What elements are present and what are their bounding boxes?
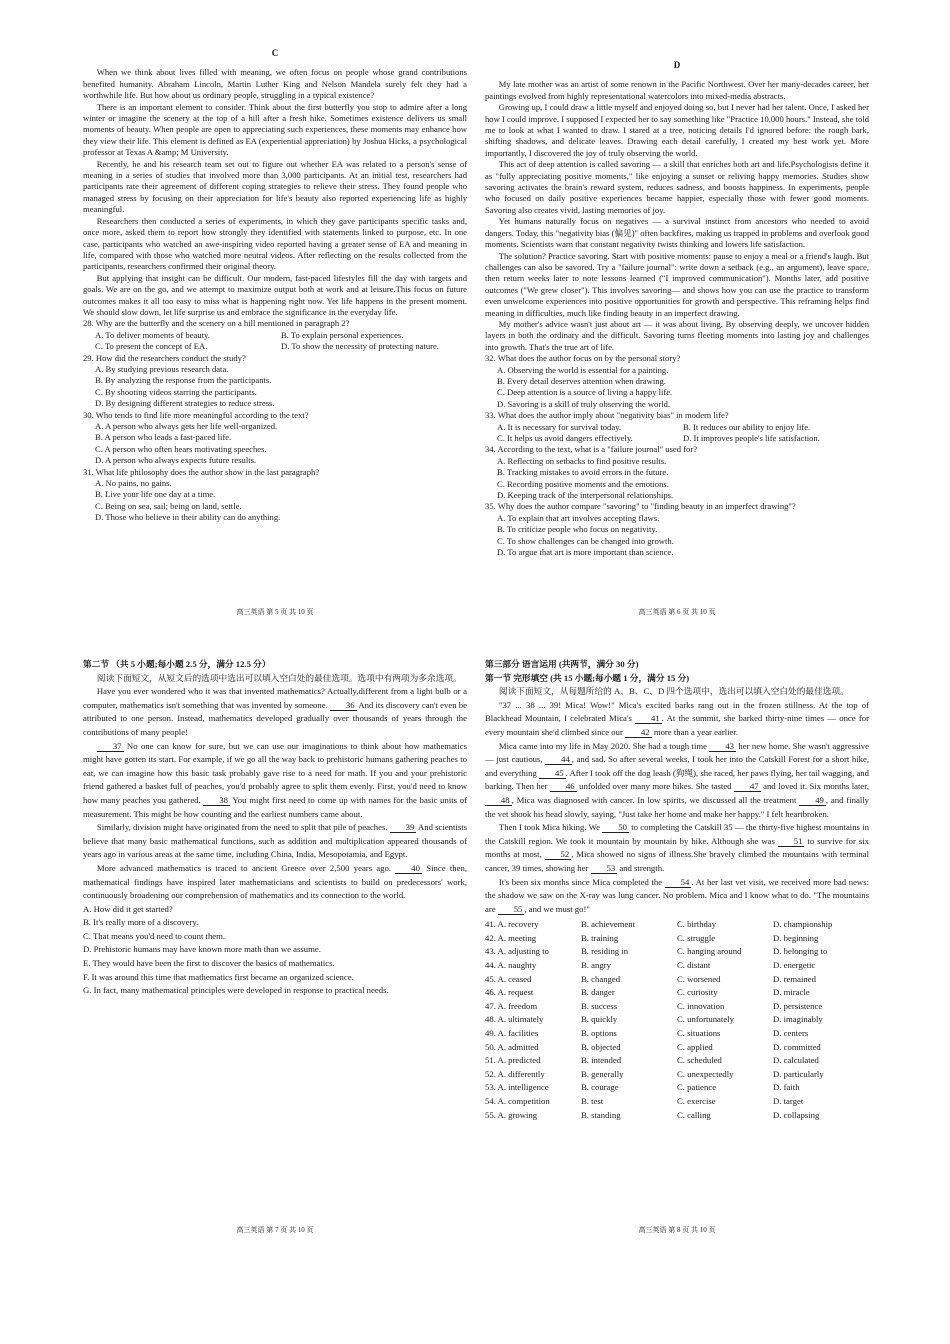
option-row <box>497 433 869 444</box>
option-row <box>485 932 869 946</box>
answer-option: A. Reflecting on setbacks to find positive results. <box>497 455 667 466</box>
passage-text: Since then, mathematical findings have inspired later mathematicians and scientists to build on predecessors' work, continuously broadening our comprehension of mathematics and its connection to the world. <box>83 862 467 901</box>
page-8 <box>485 658 869 1238</box>
blank-number: 51 <box>778 837 805 847</box>
page-7 <box>83 658 467 1238</box>
paragraph <box>485 740 869 822</box>
passage-text: unfolded over many more hikes. She tasted <box>576 781 735 792</box>
answer-option: A. Observing the world is essential for a painting. <box>497 364 669 375</box>
blank-number: 36 <box>330 701 357 711</box>
answer-option: B. standing <box>581 1109 621 1120</box>
answer-option: C. That means you'd need to count them. <box>83 930 226 941</box>
option-list <box>83 903 467 998</box>
passage-text: "37 ... 38 ... 39! Mica! Wow!" Mica's excited barks rang out in the frozen stillness. At the top of Blackhead Mountain, I celebrated Mica's <box>485 699 869 724</box>
answer-option: C. By shooting videos starring the participants. <box>95 386 257 397</box>
answer-option: A. To deliver moments of beauty. <box>95 329 210 340</box>
answer-option: D. Savoring is a skill of truly observing the world. <box>497 398 671 409</box>
answer-option: D. target <box>773 1096 804 1106</box>
option-row <box>485 1054 869 1068</box>
answer-option: D. faith <box>773 1082 800 1093</box>
answer-option: D. imaginably <box>773 1014 823 1025</box>
paragraph: But applying that insight can be difficult. Our modern, fast-paced lifestyles fill the day with targets and goals. We are on the go, and we attempt to maximize output both at work and at leisure.This focus on future outcomes makes it all too easy to miss what is happening right now. Yet life happens in the present moment. We should slow down, let life surprise us and embrace the significance in the everyday life. <box>83 272 467 317</box>
answer-option: B. test <box>581 1096 604 1106</box>
answer-option: C. worsened <box>677 973 721 984</box>
paragraph <box>485 821 869 875</box>
answer-option: D. Prehistoric humans may have known more math than we assume. <box>83 944 321 955</box>
page-footer: 高三英语 第 6 页 共 10 页 <box>638 607 716 616</box>
section-instruction: 阅读下面短文，从每题所给的 A、B、C、D 四个选项中，选出可以填入空白处的最佳选项。 <box>498 686 849 697</box>
option-row <box>485 945 869 959</box>
paragraph <box>485 699 869 740</box>
answer-option: B. success <box>581 1000 618 1011</box>
answer-option: B. training <box>581 932 619 943</box>
answer-option: B. achievement <box>581 919 636 930</box>
question-stem: 31. What life philosophy does the author show in the last paragraph? <box>83 466 320 477</box>
passage-text: , and sad. So after several weeks, I took her into the Catskill Forest for a short hike, and everything <box>485 754 869 778</box>
paragraph: My mother's advice wasn't just about art — it was about living. By observing deeply, we uncover hidden layers in both the ordinary and the difficult. Savoring turns fleeting moments into lasting joy and challenges into growth. That's the true art of life. <box>485 318 869 352</box>
question-stem: 34. According to the text, what is a "failure journal" used for? <box>485 444 698 455</box>
blank-number: 42 <box>625 728 652 738</box>
blank-number: 43 <box>709 742 736 752</box>
blank-number: 45 <box>539 769 566 779</box>
blank-number: 44 <box>545 755 572 765</box>
passage-text: her new home. She wasn't aggressive — just cautious, <box>485 740 869 765</box>
passage-text: , and finally the vet shook his head slowly, saying, "Just take her home and make her happy." I felt heartbroken. <box>485 794 869 819</box>
answer-option: B. Tracking mistakes to avoid errors in the future. <box>497 467 669 478</box>
paragraph: Recently, he and his research team set out to figure out whether EA was related to a person's sense of meaning in a series of studies that involved more than 3,000 participants. At an initial test, researchers had participants rate their agreement of different coping strategies to relieve their stress. They found people who managed stress by focusing on their appreciation for life's beauty also reported experiencing life as highly meaningful. <box>83 158 467 215</box>
answer-option: B. quickly <box>581 1014 618 1025</box>
answer-option: A. No pains, no gains. <box>95 478 172 489</box>
answer-option: E. They would have been the first to discover the basics of mathematics. <box>83 958 335 969</box>
answer-option: D. Those who believe in their ability can do anything. <box>95 512 281 523</box>
option-row <box>485 959 869 973</box>
option-row <box>95 341 467 352</box>
paragraph: My late mother was an artist of some renown in the Pacific Northwest. Over her many-decades career, her paintings evolved from highly representational watercolors into mixed-media abstracts. <box>485 79 869 101</box>
answer-option: D. remained <box>773 973 816 984</box>
paragraph: There is an important element to consider. Think about the first butterfly you stop to admire after a long winter or imagine the scenery at the top of a hill after a fresh hike. Sometimes existence delivers us small moments of beauty. When people are open to appreciating such experiences, these moments may enhance how they view their life. This element is defined as EA (experiential appreciation) by Joshua Hicks, a psychological professor at Texas A &amp; M University. <box>83 101 467 158</box>
answer-option: 49. A. facilities <box>485 1028 539 1039</box>
blank-number: 53 <box>591 864 618 874</box>
passage-text: And its discovery can't even be attributed to one person. Instead, mathematics developed gradually over thousands of years through the contributions of many people! <box>83 699 467 737</box>
paragraph <box>83 740 467 822</box>
answer-option: B. residing in <box>581 946 629 957</box>
paragraph: This act of deep attention is called savoring — a skill that enriches both art and life.Psychologists define it as "fully appreciating positive moments," like enjoying a sunset or reliving happy memories. Studies show savoring activates the brain's reward system, reduces sadness, and boosts happiness. In experiments, people who focused on daily positive experiences became happier, especially those with fewer good moments. Savoring also creates vivid, lasting memories of joy. <box>485 159 869 215</box>
answer-option: C. Being on sea, sail; being on land, settle. <box>95 500 242 511</box>
option-row <box>485 986 869 1000</box>
option-row <box>497 422 869 433</box>
answer-option: C. To show challenges can be changed into growth. <box>497 535 674 546</box>
answer-option: D. Keeping track of the interpersonal relationships. <box>497 490 674 501</box>
answer-option: B. courage <box>581 1082 619 1093</box>
answer-option: A. How did it get started? <box>83 903 173 914</box>
answer-option: D. To show the necessity of protecting nature. <box>281 341 439 352</box>
part-title: 第三部分 语言运用 (共两节，满分 30 分) <box>485 659 639 669</box>
question-list <box>83 318 467 523</box>
answer-option: C. unfortunately <box>677 1014 734 1025</box>
answer-option: 46. A. request <box>485 987 534 998</box>
answer-option: C. birthday <box>677 919 717 930</box>
blank-number: 47 <box>734 782 761 792</box>
answer-option: B. To explain personal experiences. <box>281 329 404 340</box>
answer-option: C. struggle <box>677 932 716 943</box>
passage-text: , Mica was diagnosed with cancer. In low spirits, we discussed all the treatment <box>511 794 800 805</box>
blank-number: 39 <box>390 823 417 833</box>
option-row <box>485 1068 869 1082</box>
answer-option: D. belonging to <box>773 946 828 957</box>
answer-option: 43. A. adjusting to <box>485 946 549 957</box>
answer-option: B. intended <box>581 1055 622 1066</box>
answer-option: D. persistence <box>773 1000 823 1011</box>
answer-option: B. Every detail deserves attention when drawing. <box>497 375 666 386</box>
blank-number: 46 <box>550 782 577 792</box>
section-instruction: 阅读下面短文，从短文后的选项中选出可以填入空白处的最佳选项。选项中有两项为多余选项。 <box>96 672 462 683</box>
answer-option: 53. A. intelligence <box>485 1082 549 1093</box>
page-footer: 高三英语 第 5 页 共 10 页 <box>236 607 314 616</box>
option-row <box>485 1041 869 1055</box>
answer-option: A. By studying previous research data. <box>95 363 229 374</box>
page-c <box>83 48 467 618</box>
option-row <box>485 973 869 987</box>
answer-option: C. curiosity <box>677 987 718 998</box>
option-row <box>485 918 869 932</box>
passage-body <box>83 67 467 318</box>
answer-option: C. applied <box>677 1041 713 1052</box>
answer-option: 44. A. naughty <box>485 960 537 971</box>
question-list <box>485 353 869 558</box>
answer-option: B. angry <box>581 960 611 971</box>
paragraph: Researchers then conducted a series of experiments, in which they gave participants specific tasks and, once more, asked them to report how strongly they identified with statements linked to purpose, etc. In one case, participants who watched an awe-inspiring video reported having a greater sense of EA and meaning in life, compared with those who watched more neutral videos. After reflecting on the results collected from the participants, researchers confirmed their original theory. <box>83 215 467 272</box>
cloze-passage <box>485 699 869 917</box>
answer-option: B. danger <box>581 987 615 998</box>
paragraph: The solution? Practice savoring. Start with positive moments: pause to enjoy a meal or a friend's laugh. But challenges can also be savored. Try a "failure journal": write down a setback (e.g., an argument), leave space, then return weeks later to note lessons learned ("I improved communication"). Months later, add positive outcomes ("We grew closer"). This involves savoring— and shows how you can use the practice to transform even unwelcome experiences into positive opportunities for growth and perspective. This reframing helps find meaning in difficulties, much like finding beauty in an imperfect drawing. <box>485 250 869 318</box>
answer-option: C. scheduled <box>677 1055 722 1066</box>
answer-option: C. exercise <box>677 1096 716 1106</box>
option-row <box>485 1081 869 1095</box>
passage-text: Similarly, division might have originated from the need to split that pile of peaches. <box>96 822 390 833</box>
answer-option: 52. A. differently <box>485 1068 545 1079</box>
question-stem: 33. What does the author imply about "negativity bias" in modern life? <box>485 410 729 421</box>
answer-option: D. A person who always expects future results. <box>95 455 257 466</box>
answer-option: B. By analyzing the response from the participants. <box>95 375 272 386</box>
section-title: 第二节 （共 5 小题;每小题 2.5 分，满分 12.5 分） <box>83 659 271 669</box>
passage-text: . At her last vet visit, we received more bad news: the shadow we saw on the X-ray was lung cancer. No problem. Mica and I know what to do. "The mountains are <box>485 876 869 914</box>
option-table <box>485 918 869 1122</box>
passage-text: And scientists believe that many basic mathematical functions, such as addition and multiplication appeared thousands of years ago in various areas at the same time, including China, India, Mesopotamia, and Egypt. <box>83 822 467 860</box>
option-row <box>485 1095 869 1109</box>
passage-body <box>485 79 869 353</box>
blank-number: 40 <box>395 864 422 874</box>
answer-option: 55. A. growing <box>485 1109 538 1120</box>
passage-text: and loved it. Six months later, <box>760 781 869 792</box>
page-footer: 高三英语 第 8 页 共 10 页 <box>638 1226 716 1235</box>
blank-number: 38 <box>203 796 230 806</box>
answer-option: B. changed <box>581 973 621 984</box>
option-row <box>485 1027 869 1041</box>
answer-option: D. centers <box>773 1028 809 1039</box>
answer-option: B. It's really more of a discovery. <box>83 917 199 928</box>
blank-number: 41 <box>635 714 662 724</box>
answer-option: C. patience <box>677 1082 717 1093</box>
answer-option: C. hanging around <box>677 946 742 957</box>
paragraph <box>83 685 467 739</box>
blank-number: 54 <box>665 878 692 888</box>
answer-option: C. To present the concept of EA. <box>95 341 208 352</box>
answer-option: D. It improves people's life satisfaction. <box>683 433 820 443</box>
answer-option: B. generally <box>581 1068 624 1079</box>
blank-number: 49 <box>799 796 826 806</box>
blank-number: 48 <box>485 796 512 806</box>
question-stem: 30. Who tends to find life more meaningful according to the text? <box>83 409 309 420</box>
page-footer: 高三英语 第 7 页 共 10 页 <box>236 1226 314 1235</box>
answer-option: 51. A. predicted <box>485 1055 541 1066</box>
passage-text: . At the summit, she barked thirty-nine times — once for every mountain she'd climbed since our <box>485 713 869 737</box>
answer-option: C. A person who often hears motivating speeches. <box>95 443 267 454</box>
answer-option: D. beginning <box>773 932 819 943</box>
answer-option: C. situations <box>677 1028 721 1039</box>
passage-text: Have you ever wondered who it was that invented mathematics? Actually,different from a light bulb or a computer, mathematics isn't something that was invented by someone. <box>83 686 467 710</box>
paragraph <box>485 876 869 917</box>
section-title: 第一节 完形填空 (共 15 小题;每小题 1 分，满分 15 分) <box>485 672 690 683</box>
answer-option: A. To explain that art involves accepting flaws. <box>497 512 660 523</box>
question-stem: 29. How did the researchers conduct the study? <box>83 352 246 363</box>
answer-option: B. options <box>581 1028 617 1039</box>
answer-option: 45. A. ceased <box>485 973 532 984</box>
paragraph: Yet humans naturally focus on negatives — a survival instinct from ancestors who needed to avoid dangers. Today, this "negativity bias (偏见)" often backfires, making us trapped in problems and overlook good moments. Scientists warn that constant negativity twists thinking and lowers life satisfaction. <box>485 216 869 250</box>
passage-text: , Mica showed no signs of illness.She bravely climbed the mountains with terminal cancer, 39 times, showing her <box>485 849 869 873</box>
answer-option: A. A person who always gets her life well-organized. <box>95 421 278 431</box>
passage-text: Mica came into my life in May 2020. She had a tough time <box>498 740 710 751</box>
passage-text: No one can know for sure, but we can use our imaginations to think about how mathematics might have gotten its start. For example, if we go all the way back to prehistoric humans gathering peaches to eat, we can imagine how this basic task probably gave rise to a need for math. If you and your prehistoric friend gathered a basket full of peaches, you'd probably agree to split them evenly. First, you'd need to know how many peaches you gathered. <box>83 740 467 805</box>
passage-text: to survive for six months at most, <box>485 835 869 860</box>
blank-number: 37 <box>97 742 124 752</box>
answer-option: D. collapsing <box>773 1109 820 1120</box>
passage-text: It's been six months since Mica completed the <box>498 876 665 887</box>
answer-option: C. Deep attention is a source of living a happy life. <box>497 387 673 398</box>
question-stem: 28. Why are the butterfly and the scenery on a hill mentioned in paragraph 2? <box>83 318 350 329</box>
paragraph <box>83 862 467 903</box>
blank-number: 52 <box>545 850 572 860</box>
answer-option: C. unexpectedly <box>677 1068 734 1079</box>
answer-option: A. It is necessary for survival today. <box>497 421 622 432</box>
answer-option: D. calculated <box>773 1055 819 1066</box>
page-d <box>485 60 869 618</box>
paragraph <box>83 821 467 862</box>
passage-text: , and we must go!" <box>524 903 590 914</box>
passage-text: You might first need to come up with names for the basic units of measurement. This might be how counting and the earliest numbers came about. <box>83 794 467 819</box>
answer-option: B. A person who leads a fast-paced life. <box>95 432 232 443</box>
answer-option: B. Live your life one day at a time. <box>95 489 216 500</box>
option-row <box>95 330 467 341</box>
answer-option: D. championship <box>773 919 833 930</box>
option-row <box>485 1109 869 1123</box>
answer-option: D. energetic <box>773 960 816 971</box>
answer-option: 54. A. competition <box>485 1096 550 1106</box>
answer-option: C. calling <box>677 1109 711 1120</box>
answer-option: 47. A. freedom <box>485 1000 538 1011</box>
question-stem: 32. What does the author focus on by the personal story? <box>485 353 681 364</box>
answer-option: B. objected <box>581 1041 621 1052</box>
passage-text: to completing the Catskill 35 — the thirty-five highest mountains in the Catskill region. We took it mountain by mountain by hike. Although she was <box>485 822 869 846</box>
answer-option: B. It reduces our ability to enjoy life. <box>683 421 811 432</box>
answer-option: C. It helps us avoid dangers effectively. <box>497 433 633 443</box>
answer-option: D. particularly <box>773 1068 824 1079</box>
answer-option: D. miracle <box>773 987 810 998</box>
passage-text: and strength. <box>617 862 665 873</box>
answer-option: 41. A. recovery <box>485 919 539 930</box>
passage-heading: C <box>271 48 279 58</box>
answer-option: D. committed <box>773 1041 821 1052</box>
passage-text: More advanced mathematics is traced to ancient Greece over 2,500 years ago. <box>96 862 396 873</box>
answer-option: C. innovation <box>677 1000 725 1011</box>
answer-option: F. It was around this time that mathematics first became an organized science. <box>83 971 354 982</box>
blank-number: 55 <box>498 905 525 915</box>
paragraph: When we think about lives filled with meaning, we often focus on people whose grand contributions benefited humanity. Abraham Lincoln, Martin Luther King and Nelson Mandela surely felt they had a worthwhile life. But how about us ordinary people, struggling in a typical existence? <box>83 67 467 101</box>
passage-text: . After I took off the dog leash (狗绳), she raced, her paws flying, her tail wagging, and barking. Then her <box>485 767 869 792</box>
answer-option: D. By designing different strategies to reduce stress. <box>95 398 275 409</box>
cloze-passage <box>83 685 467 903</box>
passage-text: more than a year earlier. <box>651 726 738 737</box>
paragraph: Growing up, I could draw a little myself and enjoyed doing so, but I never had her talent. Once, I asked her how I could improve. I supposed I expected her to say something like "Practice 10,000 hours." Instead, she told me to look at what I wanted to draw. I stared at a tree, noticing details I'd ignored before: the rough bark, shifting shadows, and delicate leaves. Drawing each detail carefully, I created my best work yet. More importantly, I discovered the joy of truly observing the world. <box>485 102 869 158</box>
answer-option: C. Recording positive moments and the emotions. <box>497 478 669 489</box>
question-stem: 35. Why does the author compare "savoring" to "finding beauty in an imperfect drawing"? <box>485 501 796 512</box>
blank-number: 50 <box>602 823 629 833</box>
answer-option: 42. A. meeting <box>485 932 537 943</box>
answer-option: 48. A. ultimately <box>485 1014 544 1025</box>
answer-option: G. In fact, many mathematical principles were developed in response to practical needs. <box>83 985 389 996</box>
passage-heading: D <box>673 60 681 70</box>
option-row <box>485 1013 869 1027</box>
option-row <box>485 1000 869 1014</box>
answer-option: C. distant <box>677 960 711 971</box>
answer-option: D. To argue that art is more important than science. <box>497 547 674 558</box>
passage-text: Then I took Mica hiking. We <box>498 822 603 833</box>
answer-option: B. To criticize people who focus on negativity. <box>497 524 658 535</box>
answer-option: 50. A. admitted <box>485 1041 539 1052</box>
